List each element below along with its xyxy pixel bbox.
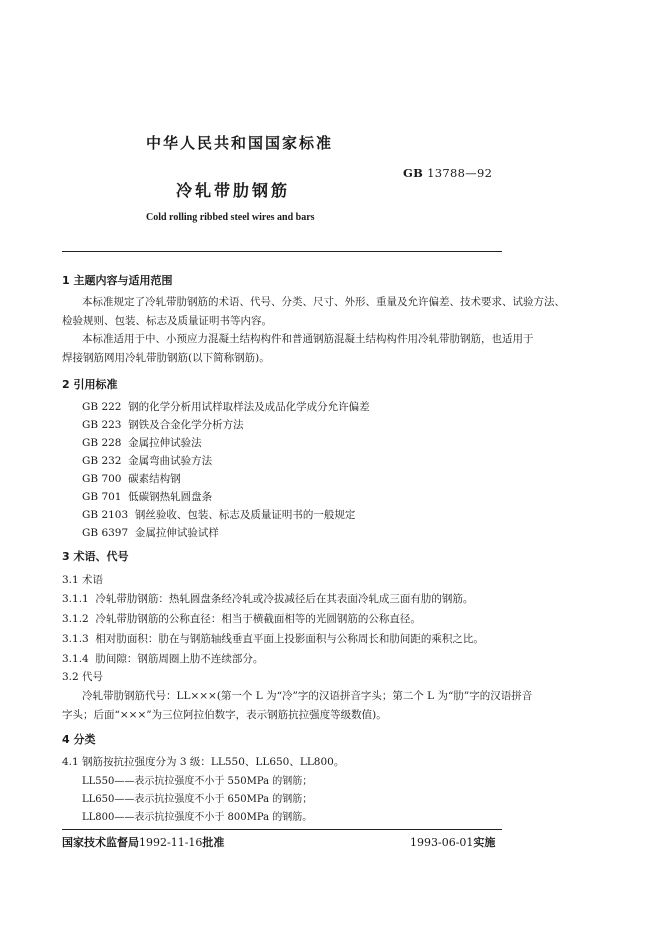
- term-number: 3.1.2: [62, 613, 89, 625]
- reference-code: GB 222: [82, 401, 122, 413]
- subsection-3-1: 3.1 术语: [62, 574, 104, 586]
- reference-item: [82, 453, 212, 468]
- reference-code: GB 232: [82, 455, 122, 467]
- subsection-4-1: 4.1 钢筋按抗拉强度分为 3 级：LL550、LL650、LL800。: [62, 756, 345, 768]
- reference-item: [82, 471, 181, 486]
- header-divider: [62, 251, 502, 252]
- approval-info: [62, 834, 224, 850]
- reference-title: 金属拉伸试验法: [128, 437, 202, 449]
- reference-title: 金属拉伸试验试样: [134, 527, 219, 539]
- code-description-line-2: 字头；后面“×××”为三位阿拉伯数字，表示钢筋抗拉强度等级数值)。: [62, 709, 387, 721]
- reference-title: 钢铁及合金化学分析方法: [128, 419, 244, 431]
- implementation-info: [410, 834, 495, 850]
- standard-code-prefix: GB: [403, 166, 424, 180]
- term-item: [62, 591, 473, 606]
- reference-title: 钢丝验收、包装、标志及质量证明书的一般规定: [134, 509, 356, 521]
- reference-title: 金属弯曲试验方法: [128, 455, 213, 467]
- section-1-paragraph-2-line-1: 本标准适用于中、小预应力混凝土结构构件和普通钢筋混凝土结构构件用冷轧带肋钢筋，也适用于: [82, 333, 534, 345]
- grade-item: LL650——表示抗拉强度不小于 650MPa 的钢筋；: [82, 794, 313, 805]
- document-title-en: Cold rolling ribbed steel wires and bars: [146, 212, 315, 223]
- footer-divider: [62, 829, 502, 830]
- term-text: 冷轧带肋钢筋：热轧圆盘条经冷轧或冷拔减径后在其表面冷轧成三面有肋的钢筋。: [95, 593, 474, 605]
- section-1-paragraph-1-line-2: 检验规则、包装、标志及质量证明书等内容。: [62, 315, 272, 327]
- reference-item: [82, 507, 355, 522]
- reference-code: GB 2103: [82, 509, 129, 521]
- section-4-heading: 4 分类: [62, 733, 96, 746]
- grade-item: LL550——表示抗拉强度不小于 550MPa 的钢筋；: [82, 776, 313, 787]
- reference-title: 钢的化学分析用试样取样法及成品化学成分允许偏差: [128, 401, 370, 413]
- standard-code: [403, 166, 492, 180]
- grade-item: LL800——表示抗拉强度不小于 800MPa 的钢筋。: [82, 812, 313, 823]
- reference-code: GB 701: [82, 491, 122, 503]
- approval-label: 批准: [202, 836, 225, 849]
- document-title-cn: 冷轧带肋钢筋: [176, 181, 291, 200]
- reference-item: [82, 435, 202, 450]
- section-2-heading: 2 引用标准: [62, 378, 118, 391]
- reference-code: GB 6397: [82, 527, 129, 539]
- term-item: [62, 631, 484, 646]
- national-standard-title: 中华人民共和国国家标准: [146, 134, 334, 152]
- term-item: [62, 611, 421, 626]
- reference-title: 低碳钢热轧圆盘条: [128, 491, 213, 503]
- term-number: 3.1.3: [62, 633, 89, 645]
- reference-item: [82, 525, 219, 540]
- implementation-label: 实施: [473, 836, 496, 849]
- reference-code: GB 228: [82, 437, 122, 449]
- term-text: 冷轧带肋钢筋的公称直径：相当于横截面相等的光圆钢筋的公称直径。: [95, 613, 421, 625]
- reference-item: [82, 399, 370, 414]
- section-1-paragraph-1-line-1: 本标准规定了冷轧带肋钢筋的术语、代号、分类、尺寸、外形、重量及允许偏差、技术要求、试验方法、: [82, 296, 565, 308]
- term-text: 肋间隙：钢筋周圈上肋不连续部分。: [95, 653, 264, 665]
- subsection-3-2: 3.2 代号: [62, 671, 104, 683]
- reference-item: [82, 489, 212, 504]
- reference-item: [82, 417, 244, 432]
- term-number: 3.1.1: [62, 593, 89, 605]
- term-item: [62, 651, 263, 666]
- section-1-paragraph-2-line-2: 焊接钢筋网用冷轧带肋钢筋(以下简称钢筋)。: [62, 352, 270, 364]
- reference-code: GB 223: [82, 419, 122, 431]
- section-3-heading: 3 术语、代号: [62, 550, 129, 563]
- approval-date: 1992-11-16: [139, 836, 203, 849]
- implementation-date: 1993-06-01: [410, 836, 474, 849]
- term-text: 相对肋面积：肋在与钢筋轴线垂直平面上投影面积与公称周长和肋间距的乘积之比。: [95, 633, 484, 645]
- reference-code: GB 700: [82, 473, 122, 485]
- approval-org: 国家技术监督局: [62, 836, 139, 849]
- code-description-line-1: 冷轧带肋钢筋代号：LL×××(第一个 L 为“冷”字的汉语拼音字头；第二个 L 为“肋”字的汉语拼音: [82, 690, 533, 702]
- standard-code-number: 13788—92: [427, 166, 493, 180]
- reference-title: 碳素结构钢: [128, 473, 181, 485]
- term-number: 3.1.4: [62, 653, 89, 665]
- section-1-heading: 1 主题内容与适用范围: [62, 274, 173, 287]
